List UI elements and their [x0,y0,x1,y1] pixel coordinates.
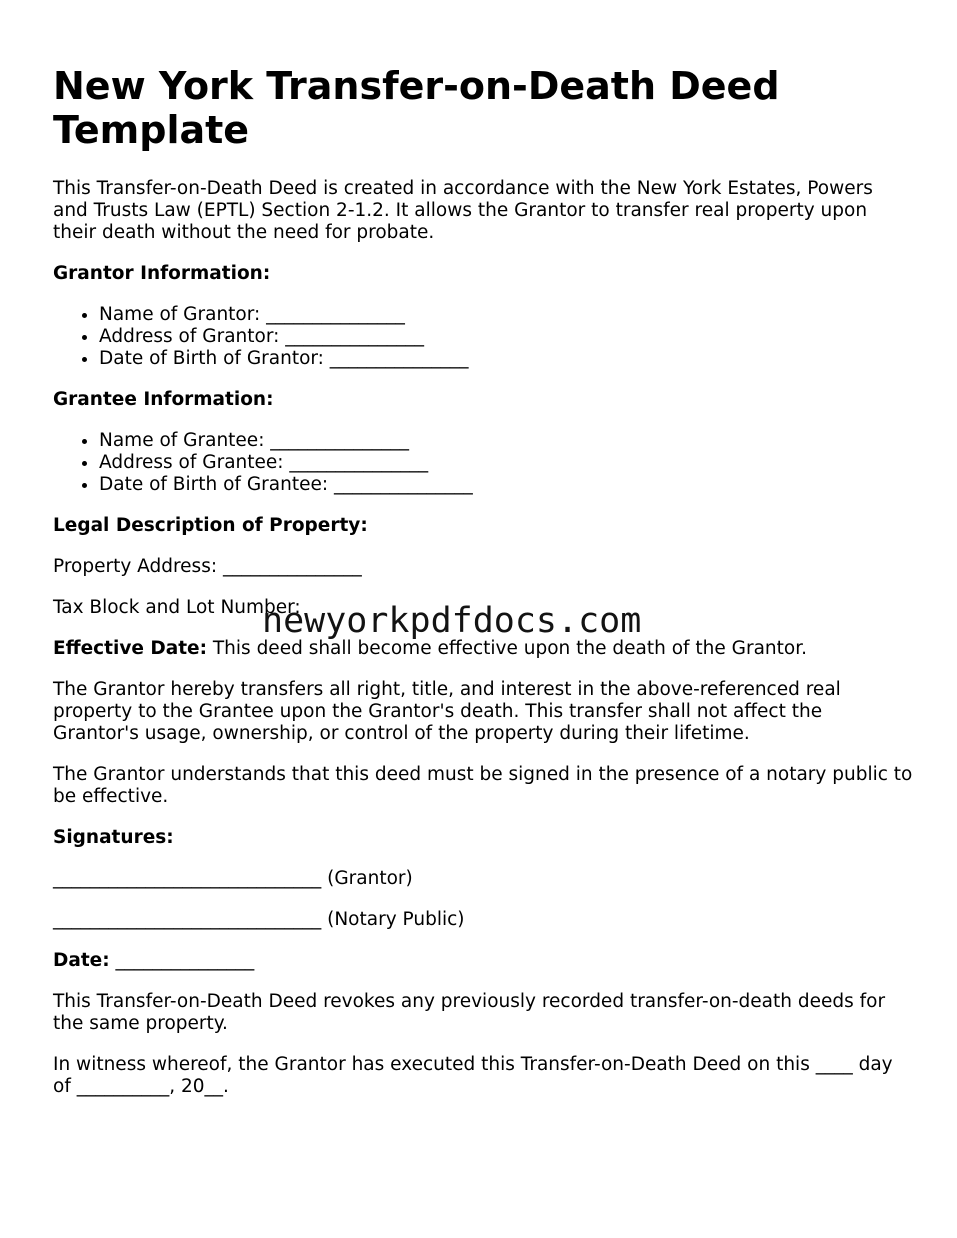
revoke-paragraph: This Transfer-on-Death Deed revokes any previously recorded transfer-on-death deeds for the same property. [53,991,886,1034]
witness-paragraph: In witness whereof, the Grantor has executed this Transfer-on-Death Deed on this ____ day of __________, 20__. [53,1054,893,1097]
grantee-address-item: • Address of Grantee: _______________ [99,452,913,474]
notary-paragraph: The Grantor understands that this deed must be signed in the presence of a notary public to be effective. [53,764,913,807]
effective-date-paragraph [53,638,913,660]
grantee-dob-item: • Date of Birth of Grantee: _______________ [99,474,913,496]
transfer-paragraph: The Grantor hereby transfers all right, title, and interest in the above-referenced real property to the Grantee upon the Grantor's death. This transfer shall not affect the Grantor's usage, ownership, or control of the property during their lifetime. [53,679,841,744]
date-line [53,950,913,972]
grantor-signature-line: _____________________________ (Grantor) [53,868,413,889]
grantor-heading: Grantor Information: [53,263,271,284]
effective-date-text: This deed shall become effective upon the death of the Grantor. [207,638,808,659]
grantor-name-item: • Name of Grantor: _______________ [99,304,913,326]
property-address: Property Address: _______________ [53,556,362,577]
tax-block-lot: Tax Block and Lot Number: [53,597,301,618]
date-value: _______________ [109,950,255,971]
date-label: Date: [53,950,110,971]
grantee-name-item: • Name of Grantee: _______________ [99,430,913,452]
signatures-heading: Signatures: [53,827,174,848]
grantor-dob-item: • Date of Birth of Grantor: _______________ [99,348,913,370]
grantor-list [53,304,913,370]
grantee-list [53,430,913,496]
watermark: newyorkpdfdocs.com [262,601,642,641]
property-heading: Legal Description of Property: [53,515,368,536]
effective-date-label: Effective Date: [53,638,207,659]
document-title: New York Transfer-on-Death Deed Template [53,64,780,152]
intro-paragraph: This Transfer-on-Death Deed is created in accordance with the New York Estates, Powers and Trusts Law (EPTL) Section 2-1.2. It allows the Grantor to transfer real property upon their death without the need for probate. [53,178,873,243]
grantor-address-item: • Address of Grantor: _______________ [99,326,913,348]
notary-signature-line: _____________________________ (Notary Public) [53,909,465,930]
grantee-heading: Grantee Information: [53,389,274,410]
document [53,64,913,1117]
